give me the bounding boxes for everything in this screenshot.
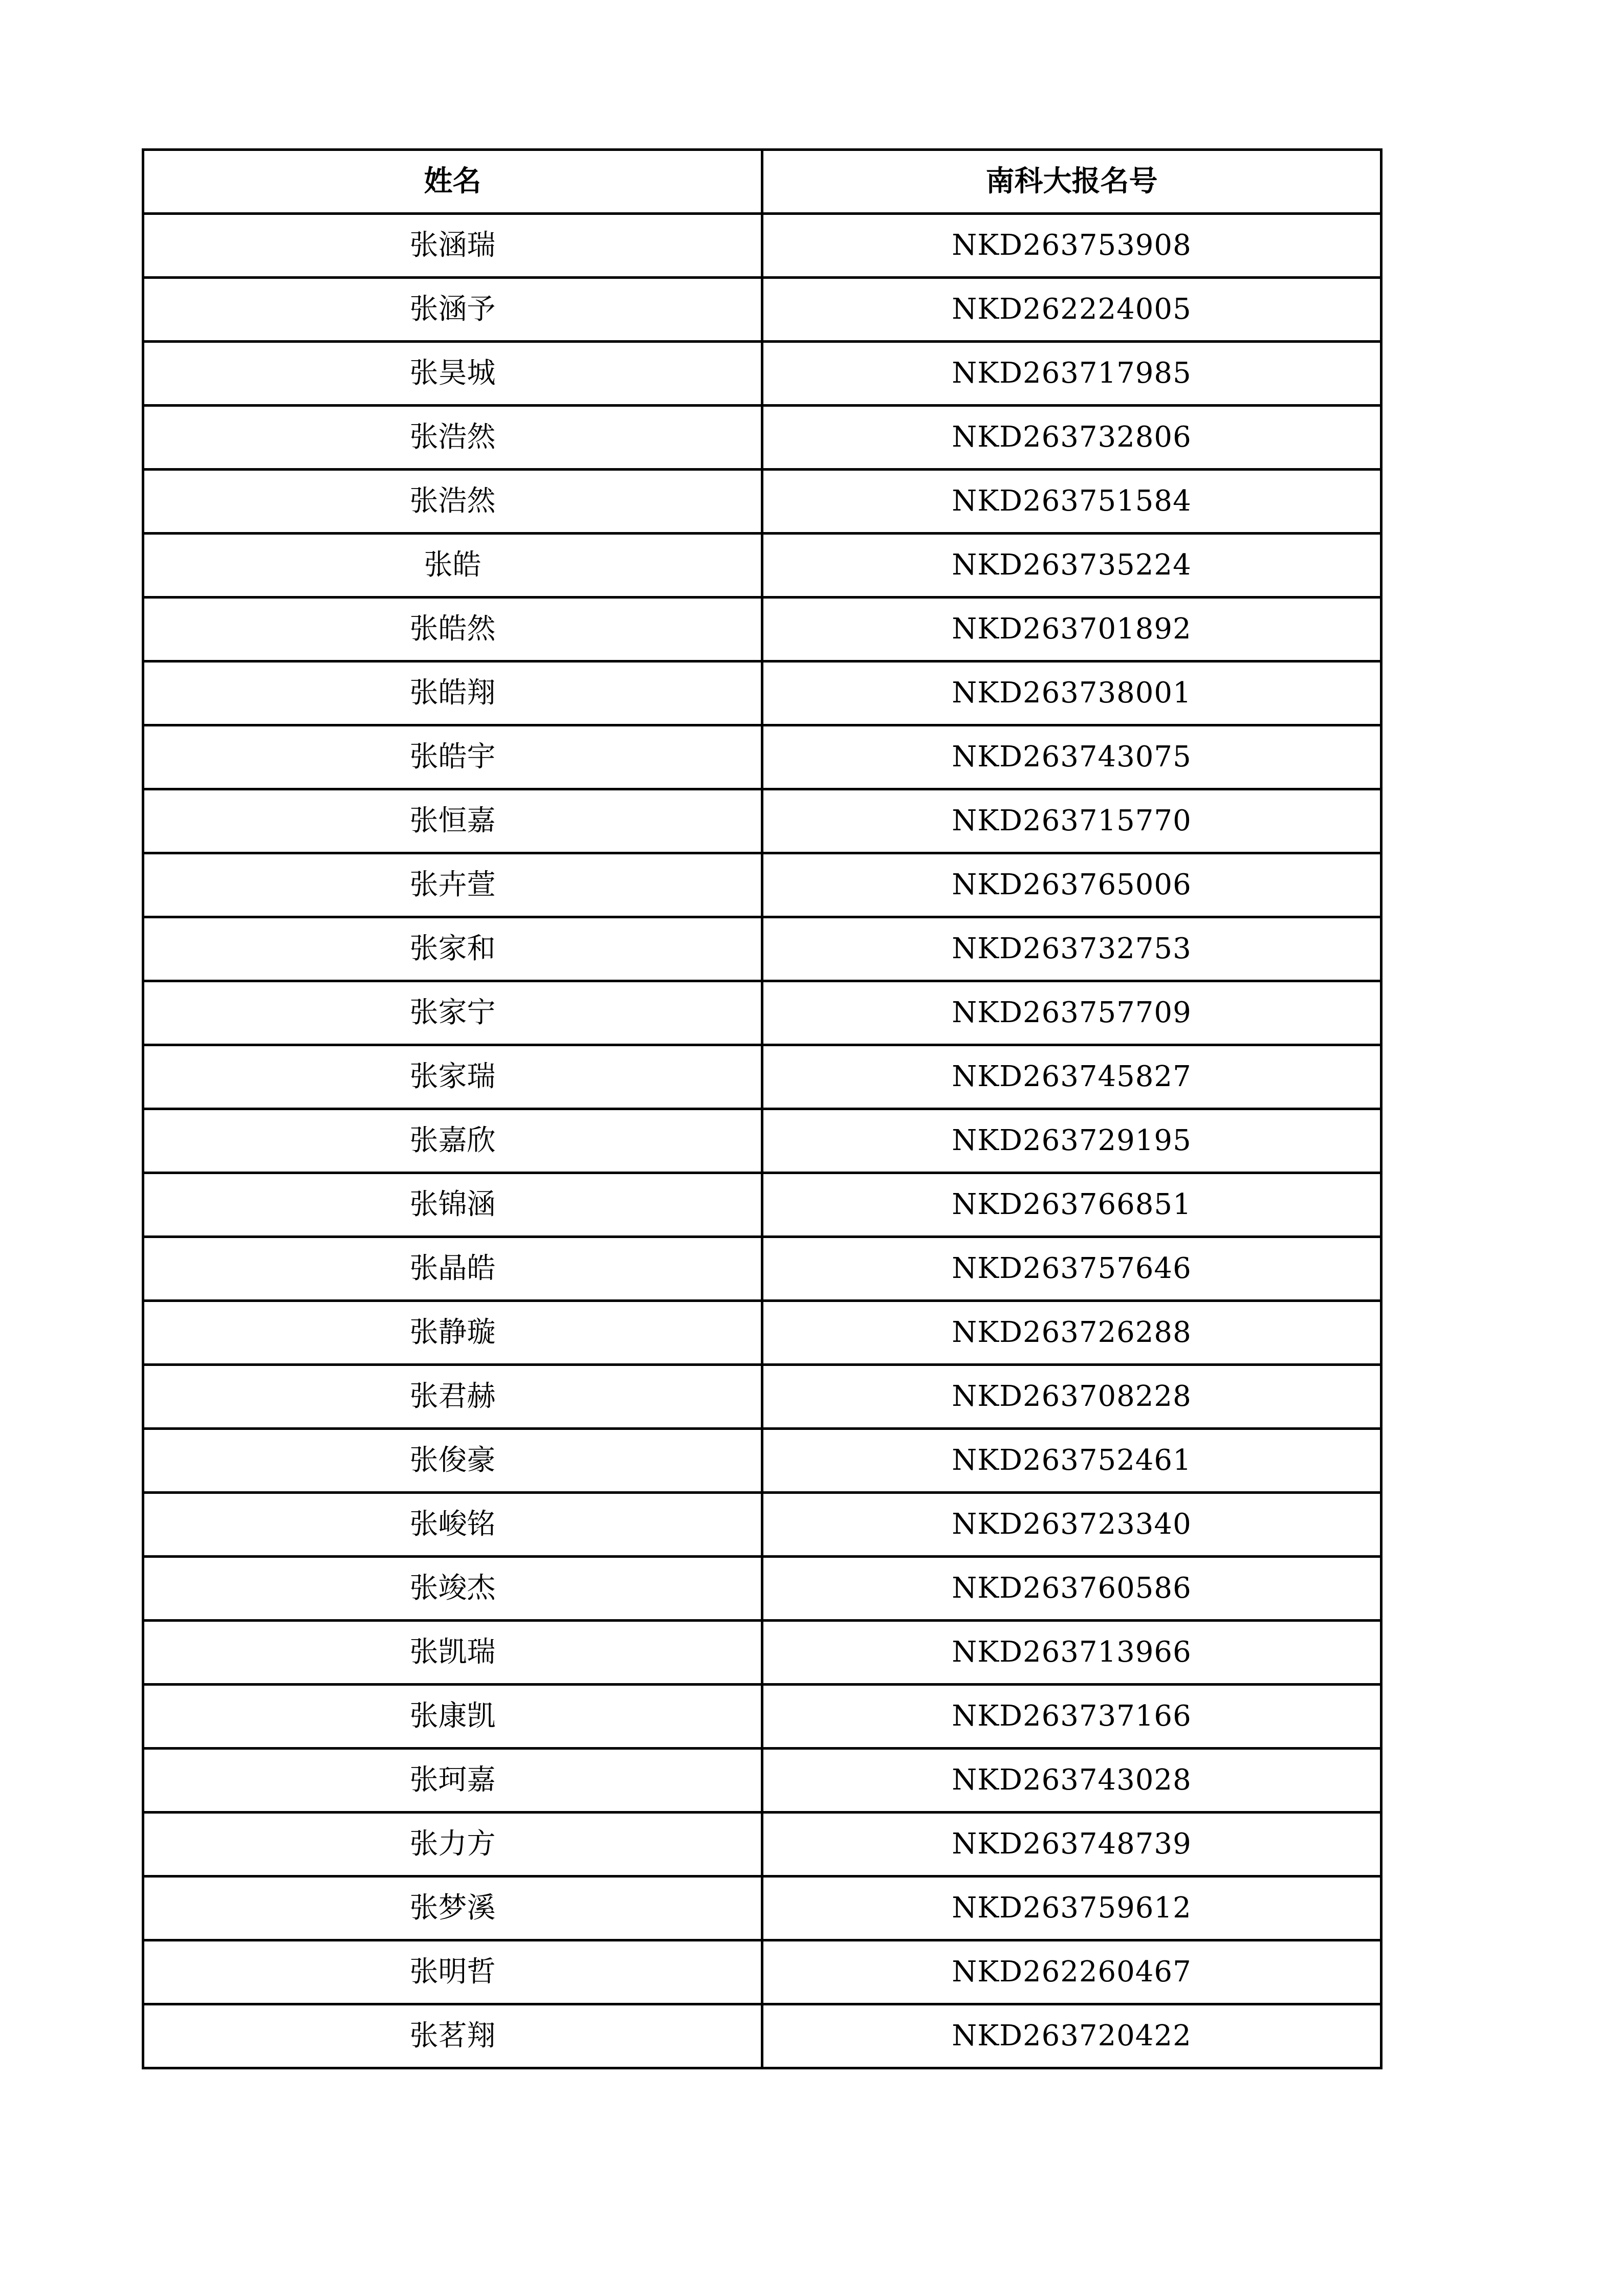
- name-cell: 张浩然: [143, 470, 762, 534]
- table-row: [143, 342, 1381, 406]
- name-cell: 张皓然: [143, 598, 762, 661]
- name-cell: 张嘉欣: [143, 1109, 762, 1173]
- header-registration-no: 南科大报名号: [762, 150, 1381, 214]
- name-cell: 张静璇: [143, 1301, 762, 1365]
- table-row: [143, 1173, 1381, 1237]
- name-cell: 张涵予: [143, 278, 762, 342]
- registration-no-cell: NKD263732806: [762, 406, 1381, 470]
- table-header: [143, 150, 1381, 214]
- name-cell: 张涵瑞: [143, 214, 762, 278]
- table-row: [143, 853, 1381, 917]
- registration-no-cell: NKD262224005: [762, 278, 1381, 342]
- name-cell: 张恒嘉: [143, 789, 762, 853]
- registration-no-cell: NKD263766851: [762, 1173, 1381, 1237]
- name-cell: 张竣杰: [143, 1557, 762, 1621]
- registration-no-cell: NKD263757646: [762, 1237, 1381, 1301]
- registration-no-cell: NKD263752461: [762, 1429, 1381, 1493]
- name-cell: 张家宁: [143, 981, 762, 1045]
- registration-no-cell: NKD263748739: [762, 1813, 1381, 1876]
- registration-no-cell: NKD263760586: [762, 1557, 1381, 1621]
- table-row: [143, 661, 1381, 725]
- table-row: [143, 214, 1381, 278]
- name-cell: 张君赫: [143, 1365, 762, 1429]
- table-row: [143, 534, 1381, 598]
- name-cell: 张皓翔: [143, 661, 762, 725]
- registration-table: [142, 148, 1382, 2069]
- name-cell: 张家和: [143, 917, 762, 981]
- name-cell: 张梦溪: [143, 1876, 762, 1940]
- header-name: 姓名: [143, 150, 762, 214]
- name-cell: 张卉萱: [143, 853, 762, 917]
- name-cell: 张康凯: [143, 1685, 762, 1749]
- registration-no-cell: NKD263735224: [762, 534, 1381, 598]
- name-cell: 张峻铭: [143, 1493, 762, 1557]
- header-row: [143, 150, 1381, 214]
- registration-no-cell: NKD263759612: [762, 1876, 1381, 1940]
- registration-no-cell: NKD263737166: [762, 1685, 1381, 1749]
- name-cell: 张珂嘉: [143, 1749, 762, 1813]
- table-row: [143, 917, 1381, 981]
- name-cell: 张昊城: [143, 342, 762, 406]
- registration-no-cell: NKD262260467: [762, 1940, 1381, 2004]
- name-cell: 张明哲: [143, 1940, 762, 2004]
- registration-no-cell: NKD263729195: [762, 1109, 1381, 1173]
- name-cell: 张浩然: [143, 406, 762, 470]
- table-row: [143, 2004, 1381, 2068]
- registration-no-cell: NKD263701892: [762, 598, 1381, 661]
- table-row: [143, 981, 1381, 1045]
- table-row: [143, 1813, 1381, 1876]
- name-cell: 张茗翔: [143, 2004, 762, 2068]
- registration-no-cell: NKD263713966: [762, 1621, 1381, 1685]
- table-row: [143, 1685, 1381, 1749]
- registration-no-cell: NKD263715770: [762, 789, 1381, 853]
- registration-no-cell: NKD263751584: [762, 470, 1381, 534]
- table-row: [143, 1493, 1381, 1557]
- name-cell: 张家瑞: [143, 1045, 762, 1109]
- registration-no-cell: NKD263753908: [762, 214, 1381, 278]
- name-cell: 张凯瑞: [143, 1621, 762, 1685]
- table-row: [143, 725, 1381, 789]
- table-body: [143, 214, 1381, 2068]
- registration-no-cell: NKD263723340: [762, 1493, 1381, 1557]
- table-row: [143, 789, 1381, 853]
- table-row: [143, 598, 1381, 661]
- table-row: [143, 1365, 1381, 1429]
- table-row: [143, 1429, 1381, 1493]
- registration-no-cell: NKD263743075: [762, 725, 1381, 789]
- registration-no-cell: NKD263708228: [762, 1365, 1381, 1429]
- registration-no-cell: NKD263757709: [762, 981, 1381, 1045]
- table-row: [143, 1876, 1381, 1940]
- registration-no-cell: NKD263720422: [762, 2004, 1381, 2068]
- registration-no-cell: NKD263732753: [762, 917, 1381, 981]
- name-cell: 张晶皓: [143, 1237, 762, 1301]
- registration-no-cell: NKD263738001: [762, 661, 1381, 725]
- table-row: [143, 1621, 1381, 1685]
- name-cell: 张皓: [143, 534, 762, 598]
- registration-no-cell: NKD263765006: [762, 853, 1381, 917]
- table-row: [143, 1301, 1381, 1365]
- name-cell: 张皓宇: [143, 725, 762, 789]
- table-row: [143, 1109, 1381, 1173]
- table-row: [143, 278, 1381, 342]
- table-row: [143, 470, 1381, 534]
- table-row: [143, 406, 1381, 470]
- table-row: [143, 1749, 1381, 1813]
- table-row: [143, 1045, 1381, 1109]
- registration-no-cell: NKD263726288: [762, 1301, 1381, 1365]
- table-row: [143, 1940, 1381, 2004]
- registration-no-cell: NKD263743028: [762, 1749, 1381, 1813]
- table-row: [143, 1557, 1381, 1621]
- table-row: [143, 1237, 1381, 1301]
- registration-no-cell: NKD263745827: [762, 1045, 1381, 1109]
- registration-no-cell: NKD263717985: [762, 342, 1381, 406]
- name-cell: 张力方: [143, 1813, 762, 1876]
- name-cell: 张俊豪: [143, 1429, 762, 1493]
- name-cell: 张锦涵: [143, 1173, 762, 1237]
